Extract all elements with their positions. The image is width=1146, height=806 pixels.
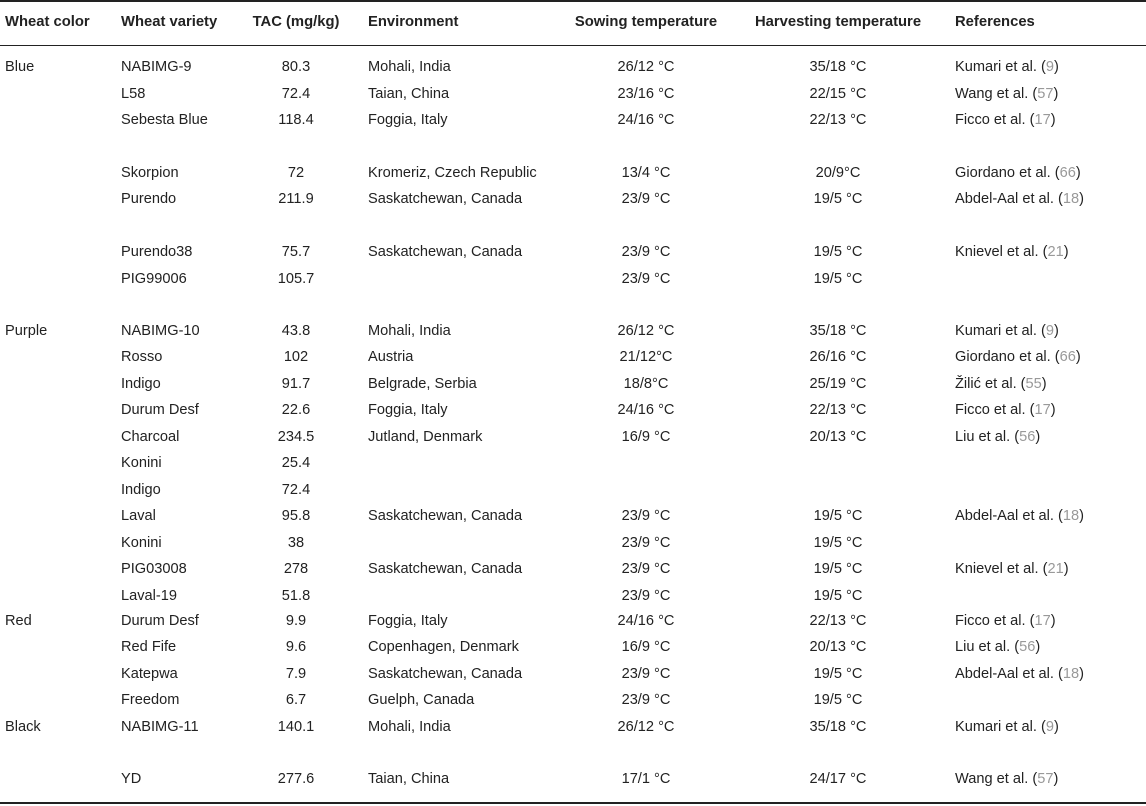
wheat-variety-cell: PIG03008 bbox=[121, 561, 187, 577]
environment-cell: Taian, China bbox=[368, 771, 450, 787]
reference-close: ) bbox=[1063, 561, 1069, 577]
sowing-temperature-cell: 17/1 °C bbox=[621, 771, 671, 787]
reference-text: Knievel et al. ( bbox=[955, 244, 1048, 260]
environment-cell: Foggia, Italy bbox=[368, 613, 448, 629]
reference-number: 9 bbox=[1045, 323, 1054, 339]
wheat-color-cell: Blue bbox=[5, 59, 35, 75]
harvesting-temperature-cell: 22/13 °C bbox=[809, 112, 867, 128]
header-tac: TAC (mg/kg) bbox=[252, 14, 340, 30]
reference-close: ) bbox=[1079, 191, 1084, 207]
reference-text: Wang et al. ( bbox=[955, 86, 1038, 102]
harvesting-temperature-cell: 19/5 °C bbox=[813, 561, 863, 577]
harvesting-temperature-cell: 24/17 °C bbox=[809, 771, 867, 787]
wheat-variety-cell: Purendo38 bbox=[121, 244, 193, 260]
reference-number: 56 bbox=[1019, 639, 1036, 655]
tac-cell: 80.3 bbox=[281, 59, 311, 75]
reference-close: ) bbox=[1053, 59, 1059, 75]
wheat-variety-cell: NABIMG-11 bbox=[121, 719, 199, 735]
reference-number: 21 bbox=[1047, 244, 1064, 260]
tac-cell: 7.9 bbox=[285, 666, 307, 682]
harvesting-temperature-cell: 22/15 °C bbox=[809, 86, 867, 102]
wheat-variety-cell: Skorpion bbox=[121, 165, 179, 181]
wheat-variety-cell: L58 bbox=[121, 86, 146, 102]
wheat-variety-cell: Laval-19 bbox=[121, 588, 177, 604]
tac-cell: 277.6 bbox=[277, 771, 315, 787]
reference-number: 17 bbox=[1034, 402, 1051, 418]
wheat-variety-cell: Durum Desf bbox=[121, 613, 199, 629]
reference-text: Kumari et al. ( bbox=[955, 59, 1046, 75]
header-wheat-variety: Wheat variety bbox=[121, 14, 218, 30]
reference-close: ) bbox=[1050, 613, 1056, 629]
reference-number: 18 bbox=[1062, 508, 1080, 524]
sowing-temperature-cell: 26/12 °C bbox=[617, 719, 675, 735]
reference-close: ) bbox=[1079, 508, 1084, 524]
sowing-temperature-cell: 23/16 °C bbox=[617, 86, 675, 102]
tac-cell: 105.7 bbox=[277, 271, 315, 287]
wheat-variety-cell: Charcoal bbox=[121, 429, 180, 445]
harvesting-temperature-cell: 20/13 °C bbox=[809, 429, 867, 445]
harvesting-temperature-cell: 19/5 °C bbox=[813, 666, 863, 682]
sowing-temperature-cell: 23/9 °C bbox=[621, 588, 671, 604]
tac-cell: 51.8 bbox=[281, 588, 311, 604]
reference-cell bbox=[955, 507, 1084, 525]
sowing-temperature-cell: 26/12 °C bbox=[617, 59, 675, 75]
tac-cell: 91.7 bbox=[281, 376, 311, 392]
environment-cell: Saskatchewan, Canada bbox=[368, 561, 523, 577]
sowing-temperature-cell: 23/9 °C bbox=[621, 244, 671, 260]
sowing-temperature-cell: 23/9 °C bbox=[621, 692, 671, 708]
tac-cell: 6.7 bbox=[285, 692, 307, 708]
harvesting-temperature-cell: 20/9°C bbox=[815, 165, 861, 181]
wheat-variety-cell: Indigo bbox=[121, 376, 161, 392]
wheat-color-cell: Black bbox=[5, 719, 41, 735]
tac-cell: 118.4 bbox=[278, 112, 314, 128]
environment-cell: Jutland, Denmark bbox=[368, 429, 483, 445]
tac-cell: 95.8 bbox=[281, 508, 311, 524]
sowing-temperature-cell: 18/8°C bbox=[623, 376, 669, 392]
header-sowing-temperature: Sowing temperature bbox=[574, 14, 718, 30]
reference-cell bbox=[955, 85, 1058, 103]
reference-cell bbox=[955, 243, 1069, 261]
reference-cell bbox=[955, 401, 1056, 419]
reference-close: ) bbox=[1035, 429, 1041, 445]
reference-cell bbox=[955, 638, 1040, 656]
sowing-temperature-cell: 23/9 °C bbox=[621, 666, 671, 682]
tac-cell: 72 bbox=[287, 165, 305, 181]
reference-text: Knievel et al. ( bbox=[955, 561, 1048, 577]
reference-text: Žilić et al. ( bbox=[955, 376, 1026, 392]
reference-number: 55 bbox=[1025, 376, 1042, 392]
sowing-temperature-cell: 24/16 °C bbox=[617, 613, 675, 629]
bottom-rule bbox=[0, 802, 1146, 804]
tac-cell: 9.6 bbox=[285, 639, 307, 655]
tac-cell: 22.6 bbox=[281, 402, 311, 418]
reference-cell bbox=[955, 164, 1081, 182]
environment-cell: Mohali, India bbox=[368, 323, 451, 339]
reference-close: ) bbox=[1053, 86, 1059, 102]
reference-close: ) bbox=[1063, 244, 1069, 260]
tac-cell: 278 bbox=[283, 561, 309, 577]
reference-cell bbox=[955, 560, 1069, 578]
reference-number: 17 bbox=[1034, 112, 1051, 128]
harvesting-temperature-cell: 19/5 °C bbox=[813, 508, 863, 524]
environment-cell: Foggia, Italy bbox=[368, 402, 448, 418]
tac-cell: 25.4 bbox=[281, 455, 311, 471]
wheat-variety-cell: Katepwa bbox=[121, 666, 178, 682]
wheat-variety-cell: NABIMG-9 bbox=[121, 59, 192, 75]
tac-cell: 102 bbox=[283, 349, 309, 365]
harvesting-temperature-cell: 19/5 °C bbox=[813, 191, 863, 207]
reference-close: ) bbox=[1075, 165, 1081, 181]
sowing-temperature-cell: 23/9 °C bbox=[621, 561, 671, 577]
wheat-variety-cell: Konini bbox=[121, 535, 162, 551]
reference-text: Kumari et al. ( bbox=[955, 719, 1046, 735]
wheat-variety-cell: Freedom bbox=[121, 692, 180, 708]
header-rule bbox=[0, 45, 1146, 46]
harvesting-temperature-cell: 26/16 °C bbox=[809, 349, 867, 365]
wheat-variety-cell: Rosso bbox=[121, 349, 163, 365]
harvesting-temperature-cell: 35/18 °C bbox=[809, 59, 867, 75]
reference-close: ) bbox=[1053, 719, 1059, 735]
reference-text: Liu et al. ( bbox=[955, 639, 1020, 655]
environment-cell: Foggia, Italy bbox=[368, 112, 448, 128]
reference-text: Ficco et al. ( bbox=[955, 402, 1035, 418]
reference-cell bbox=[955, 428, 1040, 446]
reference-text: Wang et al. ( bbox=[955, 771, 1038, 787]
environment-cell: Austria bbox=[368, 349, 414, 365]
header-references: References bbox=[955, 14, 1035, 30]
reference-number: 18 bbox=[1062, 191, 1080, 207]
reference-cell bbox=[955, 375, 1047, 393]
environment-cell: Taian, China bbox=[368, 86, 450, 102]
sowing-temperature-cell: 26/12 °C bbox=[617, 323, 675, 339]
harvesting-temperature-cell: 35/18 °C bbox=[809, 719, 867, 735]
sowing-temperature-cell: 21/12°C bbox=[619, 349, 673, 365]
harvesting-temperature-cell: 19/5 °C bbox=[813, 244, 863, 260]
reference-text: Abdel-Aal et al. ( bbox=[955, 508, 1063, 524]
reference-cell bbox=[955, 111, 1056, 129]
sowing-temperature-cell: 13/4 °C bbox=[621, 165, 671, 181]
reference-cell bbox=[955, 58, 1059, 76]
top-rule bbox=[0, 0, 1146, 2]
harvesting-temperature-cell: 19/5 °C bbox=[813, 588, 863, 604]
reference-close: ) bbox=[1041, 376, 1047, 392]
reference-text: Giordano et al. ( bbox=[955, 349, 1060, 365]
wheat-variety-cell: Purendo bbox=[121, 191, 177, 207]
sowing-temperature-cell: 16/9 °C bbox=[621, 639, 671, 655]
reference-cell bbox=[955, 665, 1084, 683]
reference-number: 66 bbox=[1059, 165, 1076, 181]
tac-cell: 9.9 bbox=[285, 613, 307, 629]
tac-cell: 43.8 bbox=[281, 323, 311, 339]
environment-cell: Saskatchewan, Canada bbox=[368, 191, 523, 207]
sowing-temperature-cell: 23/9 °C bbox=[621, 508, 671, 524]
environment-cell: Mohali, India bbox=[368, 59, 451, 75]
reference-text: Abdel-Aal et al. ( bbox=[955, 191, 1063, 207]
reference-number: 66 bbox=[1059, 349, 1076, 365]
reference-cell bbox=[955, 190, 1084, 208]
harvesting-temperature-cell: 19/5 °C bbox=[813, 535, 863, 551]
header-harvesting-temperature: Harvesting temperature bbox=[754, 14, 922, 30]
reference-close: ) bbox=[1079, 666, 1084, 682]
reference-cell bbox=[955, 718, 1059, 736]
reference-text: Abdel-Aal et al. ( bbox=[955, 666, 1063, 682]
tac-cell: 38 bbox=[287, 535, 305, 551]
environment-cell: Belgrade, Serbia bbox=[368, 376, 477, 392]
tac-cell: 75.7 bbox=[281, 244, 311, 260]
reference-number: 21 bbox=[1047, 561, 1064, 577]
wheat-variety-cell: Konini bbox=[121, 455, 162, 471]
reference-text: Ficco et al. ( bbox=[955, 112, 1035, 128]
sowing-temperature-cell: 23/9 °C bbox=[621, 535, 671, 551]
tac-cell: 234.5 bbox=[277, 429, 315, 445]
harvesting-temperature-cell: 25/19 °C bbox=[809, 376, 867, 392]
environment-cell: Kromeriz, Czech Republic bbox=[368, 165, 537, 181]
wheat-variety-cell: Sebesta Blue bbox=[121, 112, 208, 128]
wheat-variety-cell: Indigo bbox=[121, 482, 161, 498]
reference-cell bbox=[955, 322, 1059, 340]
reference-cell bbox=[955, 612, 1056, 630]
reference-text: Kumari et al. ( bbox=[955, 323, 1046, 339]
wheat-variety-cell: Durum Desf bbox=[121, 402, 199, 418]
header-wheat-color: Wheat color bbox=[5, 14, 90, 30]
reference-close: ) bbox=[1053, 323, 1059, 339]
reference-close: ) bbox=[1050, 402, 1056, 418]
harvesting-temperature-cell: 19/5 °C bbox=[813, 692, 863, 708]
sowing-temperature-cell: 23/9 °C bbox=[621, 271, 671, 287]
reference-close: ) bbox=[1075, 349, 1081, 365]
harvesting-temperature-cell: 22/13 °C bbox=[809, 613, 867, 629]
wheat-variety-cell: Red Fife bbox=[121, 639, 177, 655]
reference-number: 9 bbox=[1045, 59, 1054, 75]
reference-text: Ficco et al. ( bbox=[955, 613, 1035, 629]
reference-close: ) bbox=[1053, 771, 1059, 787]
reference-text: Giordano et al. ( bbox=[955, 165, 1060, 181]
reference-number: 57 bbox=[1037, 86, 1054, 102]
sowing-temperature-cell: 23/9 °C bbox=[621, 191, 671, 207]
wheat-variety-cell: NABIMG-10 bbox=[121, 323, 200, 339]
wheat-variety-cell: YD bbox=[121, 771, 142, 787]
harvesting-temperature-cell: 19/5 °C bbox=[813, 271, 863, 287]
reference-number: 18 bbox=[1062, 666, 1080, 682]
reference-number: 57 bbox=[1037, 771, 1054, 787]
environment-cell: Mohali, India bbox=[368, 719, 451, 735]
environment-cell: Saskatchewan, Canada bbox=[368, 244, 523, 260]
environment-cell: Guelph, Canada bbox=[368, 692, 475, 708]
reference-number: 17 bbox=[1034, 613, 1051, 629]
tac-cell: 211.9 bbox=[278, 191, 314, 207]
header-environment: Environment bbox=[368, 14, 459, 30]
reference-number: 56 bbox=[1019, 429, 1036, 445]
reference-close: ) bbox=[1035, 639, 1041, 655]
reference-cell bbox=[955, 348, 1081, 366]
sowing-temperature-cell: 24/16 °C bbox=[617, 402, 675, 418]
harvesting-temperature-cell: 22/13 °C bbox=[809, 402, 867, 418]
tac-cell: 140.1 bbox=[277, 719, 315, 735]
environment-cell: Saskatchewan, Canada bbox=[368, 508, 523, 524]
harvesting-temperature-cell: 35/18 °C bbox=[809, 323, 867, 339]
reference-close: ) bbox=[1050, 112, 1056, 128]
sowing-temperature-cell: 24/16 °C bbox=[617, 112, 675, 128]
sowing-temperature-cell: 16/9 °C bbox=[621, 429, 671, 445]
wheat-variety-cell: Laval bbox=[121, 508, 156, 524]
environment-cell: Saskatchewan, Canada bbox=[368, 666, 523, 682]
environment-cell: Copenhagen, Denmark bbox=[368, 639, 519, 655]
wheat-variety-cell: PIG99006 bbox=[121, 271, 187, 287]
reference-number: 9 bbox=[1045, 719, 1054, 735]
wheat-color-cell: Red bbox=[5, 613, 32, 629]
reference-cell bbox=[955, 770, 1058, 788]
wheat-color-cell: Purple bbox=[5, 323, 48, 339]
reference-text: Liu et al. ( bbox=[955, 429, 1020, 445]
tac-cell: 72.4 bbox=[281, 482, 311, 498]
harvesting-temperature-cell: 20/13 °C bbox=[809, 639, 867, 655]
tac-cell: 72.4 bbox=[281, 86, 311, 102]
